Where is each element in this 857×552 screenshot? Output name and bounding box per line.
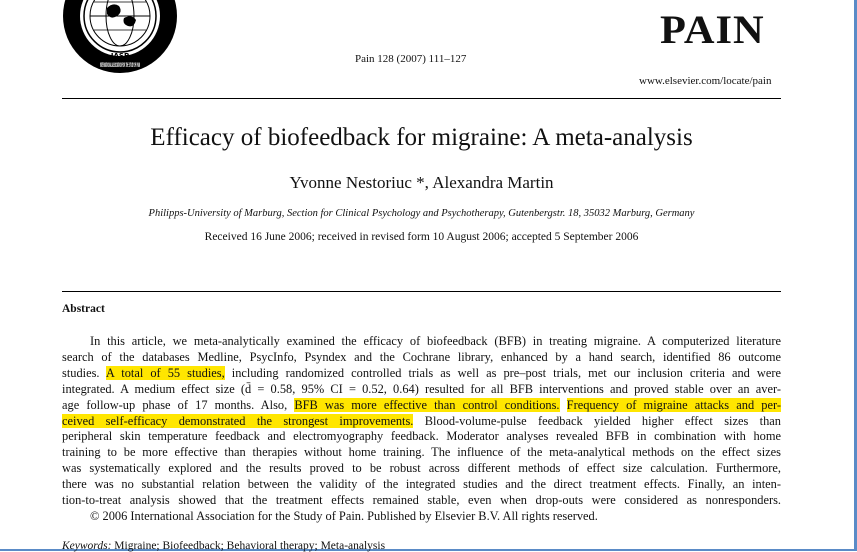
keywords-label: Keywords: [62, 540, 112, 552]
abstract-line: training to be more effective than therapies without home training. The influence of the meta-analytical methods on the effect sizes [62, 445, 781, 460]
author-affiliation: Philipps-University of Marburg, Section for Clinical Psychology and Psychotherapy, Gutenbergstr. 18, 35032 Marburg, Germany [148, 208, 695, 219]
abstract-line: In this article, we meta-analytically examined the efficacy of biofeedback (BFB) in treating migraine. A computerized literature [90, 334, 781, 348]
abstract-line: there was no substantial relation between the validity of the integrated studies and the direct treatment effects. Finally, an inten- [62, 477, 781, 492]
abstract-line: tion-to-treat analysis showed that the treatment effects remained stable, even when drop-outs were considered as nonresponders. [62, 493, 781, 508]
keywords [62, 540, 385, 552]
keywords-text: Migraine; Biofeedback; Behavioral therapy; Meta-analysis [114, 540, 386, 552]
abstract-body [62, 334, 781, 525]
highlight-annotation[interactable]: BFB was more effective than control conditions. [294, 397, 560, 412]
seal-center-label: IASP [110, 52, 130, 60]
pain-journal-logo: PAIN [660, 7, 765, 52]
copyright-line: © 2006 International Association for the Study of Pain. Published by Elsevier B.V. All rights reserved. [90, 508, 598, 523]
iasp-seal-logo [62, 0, 178, 74]
journal-url[interactable]: www.elsevier.com/locate/pain [639, 75, 772, 87]
abstract-line: was systematically explored and the results proved to be robust across different methods of effect size calculation. Furthermore, [62, 461, 781, 476]
highlight-annotation[interactable]: Frequency of migraine attacks and per- [566, 397, 781, 412]
abstract-heading: Abstract [62, 303, 105, 315]
article-authors: Yvonne Nestoriuc *, Alexandra Martin [289, 173, 554, 192]
abstract-top-rule [62, 291, 781, 292]
article-title: Efficacy of biofeedback for migraine: A meta-analysis [150, 124, 693, 151]
journal-reference: Pain 128 (2007) 111–127 [355, 53, 467, 65]
article-dates: Received 16 June 2006; received in revised form 10 August 2006; accepted 5 September 2006 [204, 231, 639, 243]
highlight-annotation[interactable]: ceived self-efficacy demonstrated the strongest improvements. [62, 413, 414, 428]
header-rule [62, 98, 781, 99]
highlight-annotation[interactable]: A total of 55 studies, [105, 365, 225, 380]
abstract-line: studies. A total of 55 studies, including randomized controlled trials as well as pre–post trials, met our inclusion criteria and were [62, 365, 781, 380]
abstract-line: peripheral skin temperature feedback and electromyography feedback. Moderator analyses revealed BFB in combination with home [62, 429, 781, 444]
abstract-line: ceived self-efficacy demonstrated the strongest improvements. Blood-volume-pulse feedback yielded higher effect sizes than [62, 413, 781, 428]
abstract-line: search of the databases Medline, PsycInfo, Psyndex and the Cochrane library, enhanced by a hand search, identified 86 outcome [62, 349, 781, 364]
abstract-line: integrated. A medium effect size (d̄ = 0.58, 95% CI = 0.52, 0.64) resulted for all BFB interventions and proved stable over an aver- [62, 381, 781, 396]
abstract-line: age follow-up phase of 17 months. Also, BFB was more effective than control conditions. Frequency of migraine attacks and per- [62, 397, 781, 412]
seal-ring-text: INTERNATIONAL ASSOCIATION FOR THE STUDY OF PAIN [100, 62, 140, 69]
